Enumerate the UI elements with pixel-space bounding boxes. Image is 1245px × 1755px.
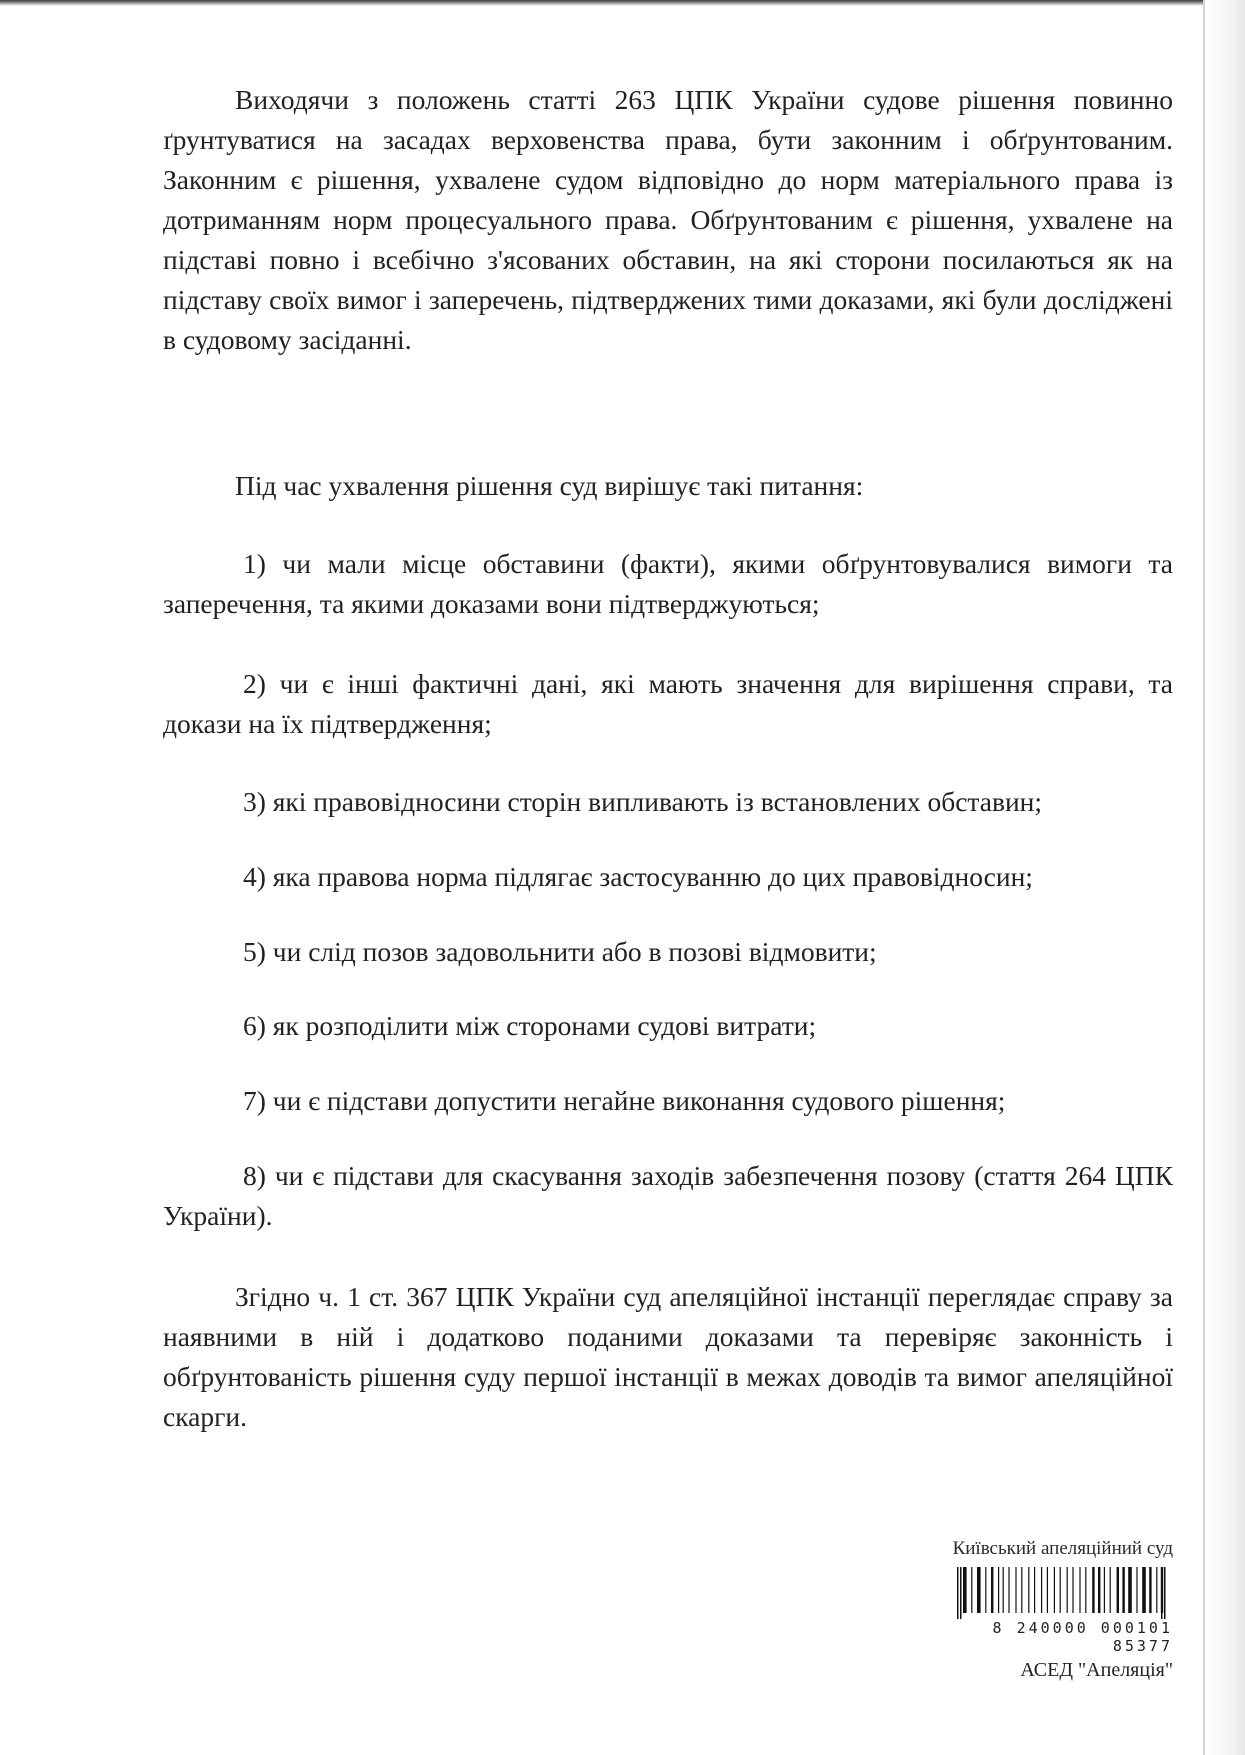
scan-right-border <box>1203 0 1205 1755</box>
barcode-bar <box>1128 1567 1132 1613</box>
barcode-bar <box>1054 1567 1055 1613</box>
barcode-bar <box>1072 1567 1073 1613</box>
list-item: 1) чи мали місце обставини (факти), якими обґрунтовувалися вимоги та заперечення, та якими доказами вони підтверджуються; <box>163 548 1173 619</box>
barcode-bar <box>1085 1567 1086 1613</box>
barcode-bar <box>1122 1567 1124 1613</box>
barcode-bar <box>971 1567 972 1613</box>
barcode-bar <box>991 1567 993 1613</box>
barcode-bar <box>1104 1567 1105 1613</box>
list-item: 7) чи є підстави допустити негайне виконання судового рішення; <box>243 1085 1006 1116</box>
barcode-bar <box>1047 1567 1048 1613</box>
barcode-bar <box>1008 1567 1009 1613</box>
barcode-bar <box>1041 1567 1042 1613</box>
barcode-bar <box>985 1567 986 1613</box>
barcode-bar <box>1034 1567 1035 1613</box>
barcode-bar <box>1142 1567 1146 1613</box>
paragraph-questions-intro: Під час ухвалення рішення суд вирішує такі питання: <box>235 470 864 501</box>
list-item: 6) як розподілити між сторонами судові витрати; <box>243 1010 817 1041</box>
barcode-bar <box>1028 1567 1029 1613</box>
barcode-bar <box>1067 1567 1068 1613</box>
list-item: 5) чи слід позов задовольнити або в позові відмовити; <box>243 936 877 967</box>
barcode-bar <box>1110 1567 1111 1613</box>
barcode-bar <box>1117 1567 1119 1613</box>
barcode-image <box>953 1567 1173 1619</box>
barcode-bar <box>1015 1567 1016 1613</box>
list-item: 4) яка правова норма підлягає застосуванню до цих правовідносин; <box>243 861 1033 892</box>
barcode-bar <box>1092 1567 1094 1613</box>
barcode-bar <box>960 1567 962 1619</box>
barcode-bar <box>977 1567 981 1613</box>
barcode-bar <box>1161 1567 1163 1619</box>
barcode-bar <box>963 1567 967 1613</box>
list-item: 2) чи є інші фактичні дані, які мають значення для вирішення справи, та докази на їх підтвердження; <box>163 668 1173 739</box>
scan-top-edge <box>0 0 1245 6</box>
court-name: Київський апеляційний суд <box>952 1538 1173 1559</box>
barcode-bar <box>1149 1567 1151 1613</box>
barcode-bar <box>998 1567 999 1613</box>
barcode-bar <box>1098 1567 1100 1613</box>
barcode-bar <box>1021 1567 1022 1613</box>
registration-system-name: АСЕД "Апеляція" <box>1020 1659 1173 1681</box>
barcode-bar <box>1079 1567 1080 1613</box>
barcode-bar <box>1164 1567 1166 1619</box>
barcode-bar <box>1060 1567 1061 1613</box>
barcode-bar <box>957 1567 959 1619</box>
list-item: 8) чи є підстави для скасування заходів забезпечення позову (стаття 264 ЦПК України). <box>163 1160 1173 1231</box>
paragraph-legal-grounds: Виходячи з положень статті 263 ЦПК України судове рішення повинно ґрунтуватися на засадах верховенства права, бути законним і обґрунтованим. Законним є рішення, ухвалене судом відповідно до норм матеріального права із дотриманням норм процесуального права. Обґрунтованим є рішення, ухвалене на підставі повно і всебічно з'ясованих обставин, на які сторони посилаються як на підставу своїх вимог і заперечень, підтверджених тими доказами, які були досліджені в судовому засіданні. <box>163 84 1173 355</box>
scan-right-edge <box>1205 0 1245 1755</box>
barcode-number: 8 240000 000101 85377 <box>992 1619 1173 1655</box>
barcode-bar <box>1156 1567 1157 1613</box>
barcode-bar <box>1003 1567 1004 1613</box>
court-registration-stamp <box>945 1537 1173 1683</box>
barcode-bar <box>1136 1567 1137 1613</box>
paragraph-appeal-review: Згідно ч. 1 ст. 367 ЦПК України суд апеляційної інстанції переглядає справу за наявними в ній і додатково поданими доказами та перевіряє законність і обґрунтованість рішення суду першої інстанції в межах доводів та вимог апеляційної скарги. <box>163 1281 1173 1432</box>
list-item: 3) які правовідносини сторін випливають із встановлених обставин; <box>243 786 1043 817</box>
